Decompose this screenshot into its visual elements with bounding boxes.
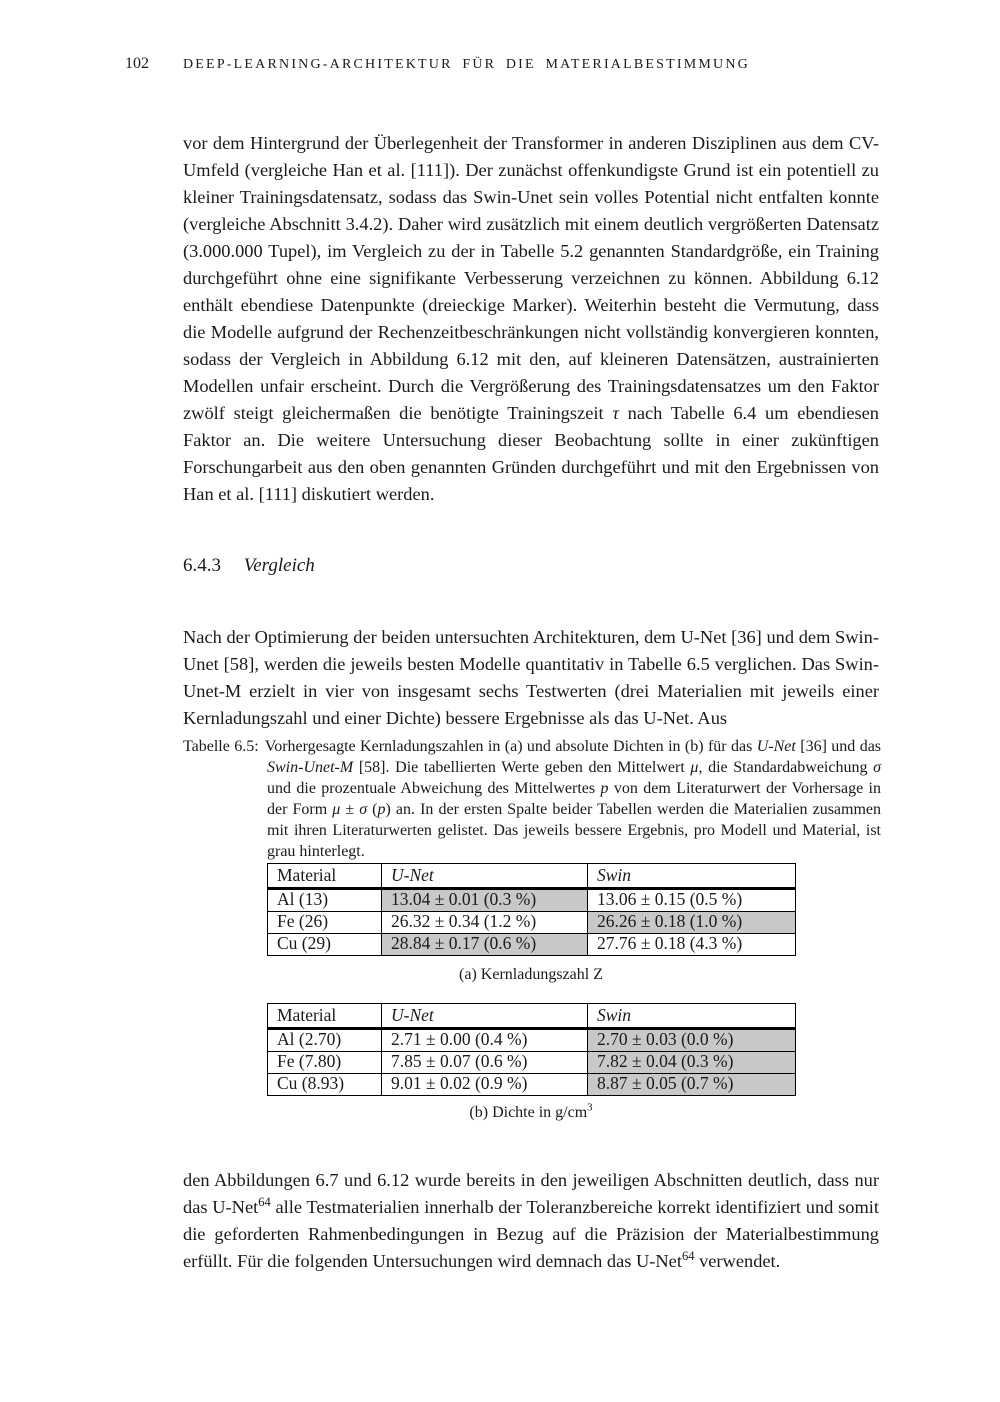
table-dichte [267, 1003, 796, 1096]
cell-material: Cu (29) [268, 934, 382, 956]
paragraph-comparison-intro: Nach der Optimierung der beiden untersuchten Architekturen, dem U-Net [36] und dem Swin-Unet [58], werden die jeweils besten Modelle quantitativ in Tabelle 6.5 verglichen. Das Swin-Unet-M erzielt in vier von insgesamt sechs Testwerten (drei Materialien mit jeweils einer Kernladungszahl und einer Dichte) bessere Ergebnisse als das U-Net. Aus [183, 627, 879, 729]
cell-material: Al (13) [268, 889, 382, 912]
paragraph-conclusion: den Abbildungen 6.7 und 6.12 wurde bereits in den jeweiligen Abschnitten deutlich, dass nur das U-Net$^{64}$ alle Testmaterialien innerhalb der Toleranzbereiche korrekt identifiziert und somit die geforderten Rahmenbedingungen in Bezug auf die Präzision der Materialbestimmung erfüllt. Für die folgenden Untersuchungen wird demnach das U-Net$^{64}$ verwendet. [183, 1170, 879, 1272]
cell-swin-value: 7.82 ± 0.04 (0.3 %) [588, 1052, 796, 1074]
table-row [268, 1052, 796, 1074]
cell-swin-value: 2.70 ± 0.03 (0.0 %) [588, 1029, 796, 1052]
section-number: 6.4.3 [183, 555, 221, 576]
cell-unet-value: 2.71 ± 0.00 (0.4 %) [382, 1029, 588, 1052]
column-header-unet: U-Net [382, 864, 588, 889]
column-header-material: Material [268, 864, 382, 889]
table-caption-label: Tabelle 6.5: [183, 738, 259, 755]
cell-material: Al (2.70) [268, 1029, 382, 1052]
column-header-material: Material [268, 1004, 382, 1029]
subcaption-b: (b) Dichte in $g/cm^3$ [469, 1101, 593, 1121]
cell-swin-value: 8.87 ± 0.05 (0.7 %) [588, 1074, 796, 1096]
table-kernladungszahl [267, 863, 796, 956]
running-header [125, 55, 750, 73]
table-caption [183, 736, 881, 862]
table-caption-text: Vorhergesagte Kernladungszahlen in (a) und absolute Dichten in (b) für das U-Net [36] und das Swin-Unet-M [58]. Die tabellierten Werte geben den Mittelwert μ, die Standardabweichung σ und die prozentuale Abweichung des Mittelwertes p von dem Literaturwert der Vorhersage in der Form μ ± σ (p) an. In der ersten Spalte beider Tabellen werden die Materialien zusammen mit ihren Literaturwerten gelistet. Das jeweils bessere Ergebnis, pro Modell und Material, ist grau hinterlegt. [264, 738, 882, 860]
table-row [268, 889, 796, 912]
column-header-swin: Swin [588, 1004, 796, 1029]
cell-unet-value: 26.32 ± 0.34 (1.2 %) [382, 912, 588, 934]
table-row [268, 1074, 796, 1096]
page-number: 102 [125, 55, 149, 72]
table-row [268, 934, 796, 956]
table-row [268, 1029, 796, 1052]
cell-unet-value: 28.84 ± 0.17 (0.6 %) [382, 934, 588, 956]
section-title: Vergleich [243, 555, 315, 576]
table-header-row [268, 864, 796, 889]
paragraph-discussion: vor dem Hintergrund der Überlegenheit der Transformer in anderen Disziplinen aus dem CV-Umfeld (vergleiche Han et al. [111]). Der zunächst offenkundigste Grund ist ein potentiell zu kleiner Trainingsdatensatz, sodass das Swin-Unet sein volles Potential nicht entfalten konnte (vergleiche Abschnitt 3.4.2). Daher wird zusätzlich mit einem deutlich vergrößerten Datensatz (3.000.000 Tupel), im Vergleich zu der in Tabelle 5.2 genannten Standardgröße, ein Training durchgeführt ohne eine signifikante Verbesserung verzeichnen zu können. Abbildung 6.12 enthält ebendiese Datenpunkte (dreieckige Marker). Weiterhin besteht die Vermutung, dass die Modelle aufgrund der Rechenzeitbeschränkungen nicht vollständig konvergieren konnten, sodass der Vergleich in Abbildung 6.12 mit den, auf kleineren Datensätzen, austrainierten Modellen unfair erscheint. Durch die Vergrößerung des Trainingsdatensatzes um den Faktor zwölf steigt gleichermaßen die benötigte Trainingszeit τ nach Tabelle 6.4 um ebendiesen Faktor an. Die weitere Untersuchung dieser Beobachtung sollte in einer zukünftigen Forschungarbeit aus den oben genannten Gründen durchgeführt und mit den Ergebnissen von Han et al. [111] diskutiert werden. [183, 133, 879, 505]
table-header-row [268, 1004, 796, 1029]
cell-unet-value: 13.04 ± 0.01 (0.3 %) [382, 889, 588, 912]
section-heading [183, 555, 315, 577]
column-header-unet: U-Net [382, 1004, 588, 1029]
cell-unet-value: 9.01 ± 0.02 (0.9 %) [382, 1074, 588, 1096]
cell-swin-value: 27.76 ± 0.18 (4.3 %) [588, 934, 796, 956]
running-header-title: DEEP-LEARNING-ARCHITEKTUR FÜR DIE MATERIALBESTIMMUNG [183, 57, 750, 72]
cell-material: Cu (8.93) [268, 1074, 382, 1096]
cell-material: Fe (26) [268, 912, 382, 934]
table-row [268, 912, 796, 934]
subcaption-a: (a) Kernladungszahl Z [459, 966, 603, 983]
cell-material: Fe (7.80) [268, 1052, 382, 1074]
cell-swin-value: 26.26 ± 0.18 (1.0 %) [588, 912, 796, 934]
cell-unet-value: 7.85 ± 0.07 (0.6 %) [382, 1052, 588, 1074]
column-header-swin: Swin [588, 864, 796, 889]
cell-swin-value: 13.06 ± 0.15 (0.5 %) [588, 889, 796, 912]
